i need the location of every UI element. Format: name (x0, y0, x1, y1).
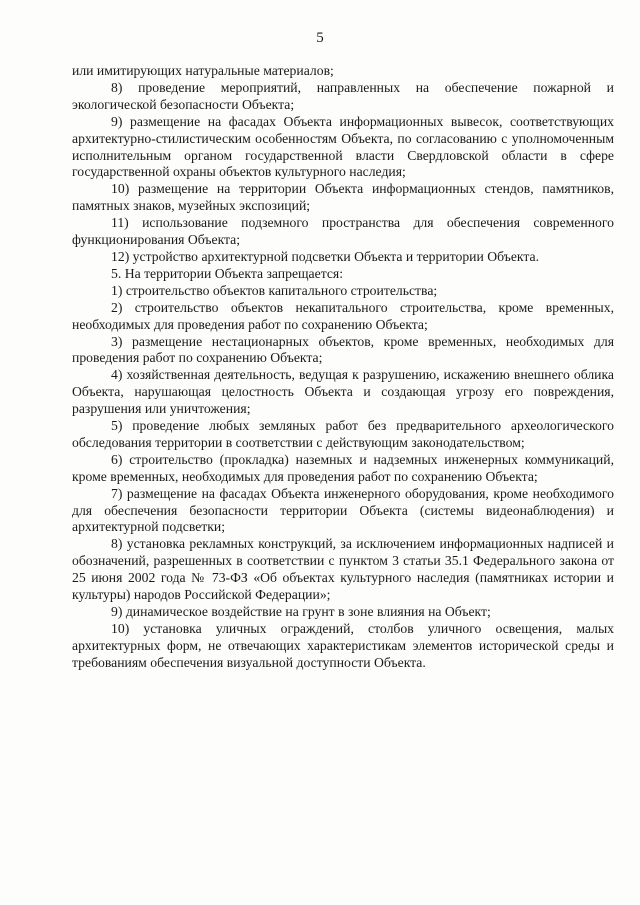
prohibited-item-10: 10) установка уличных ограждений, столбов уличного освещения, малых архитектурных форм, не отвечающих характеристикам элементов исторической среды и требованиям обеспечения визуальной доступности Объекта. (72, 620, 614, 670)
paragraph-continuation: или имитирующих натуральные материалов; (72, 63, 334, 78)
prohibited-item-9: 9) динамическое воздействие на грунт в зоне влияния на Объект; (111, 604, 491, 619)
page-number: 5 (316, 30, 324, 46)
prohibited-item-1: 1) строительство объектов капитального строительства; (111, 282, 438, 298)
document-body (72, 63, 614, 672)
paragraph-item-9: 9) размещение на фасадах Объекта информационных вывесок, соответствующих архитектурно-стилистическим особенностям Объекта, по согласованию с уполномоченным исполнительным органом государственной власти Свердловской области в сфере государственной охраны объектов культурного наследия; (72, 113, 614, 180)
prohibited-item-2: 2) строительство объектов некапитального строительства, кроме временных, необходимых для проведения работ по сохранению Объекта; (72, 299, 614, 332)
paragraph-item-12: 12) устройство архитектурной подсветки Объекта и территории Объекта. (111, 248, 540, 264)
prohibited-item-3: 3) размещение нестационарных объектов, кроме временных, необходимых для проведения работ по сохранению Объекта; (72, 333, 614, 366)
prohibited-item-4: 4) хозяйственная деятельность, ведущая к разрушению, искажению внешнего облика Объекта, нарушающая целостность Объекта и создающая угрозу его повреждения, разрушения или уничтожения; (72, 367, 614, 417)
prohibited-item-8: 8) установка рекламных конструкций, за исключением информационных надписей и обозначений, разрешенных в соответствии с пунктом 3 статьи 35.1 Федерального закона от 25 июня 2002 года № 73-ФЗ «Об объектах культурного наследия (памятниках истории и культуры) народов Российской Федерации»; (72, 536, 614, 603)
paragraph-item-11: 11) использование подземного пространства для обеспечения современного функционирования Объекта; (72, 215, 614, 248)
prohibited-item-6: 6) строительство (прокладка) наземных и надземных инженерных коммуникаций, кроме временных, необходимых для проведения работ по сохранению Объекта; (72, 451, 614, 484)
paragraph-item-10: 10) размещение на территории Объекта информационных стендов, памятников, памятных знаков, музейных экспозиций; (72, 181, 614, 214)
section-5-heading: 5. На территории Объекта запрещается: (111, 265, 344, 281)
prohibited-item-5: 5) проведение любых земляных работ без предварительного археологического обследования территории в соответствии с действующим законодательством; (72, 418, 614, 450)
prohibited-item-7: 7) размещение на фасадах Объекта инженерного оборудования, кроме необходимого для обеспечения безопасности территории Объекта (системы видеонаблюдения) и архитектурной подсветки; (72, 485, 614, 535)
paragraph-item-8: 8) проведение мероприятий, направленных на обеспечение пожарной и экологической безопасности Объекта; (72, 79, 614, 112)
